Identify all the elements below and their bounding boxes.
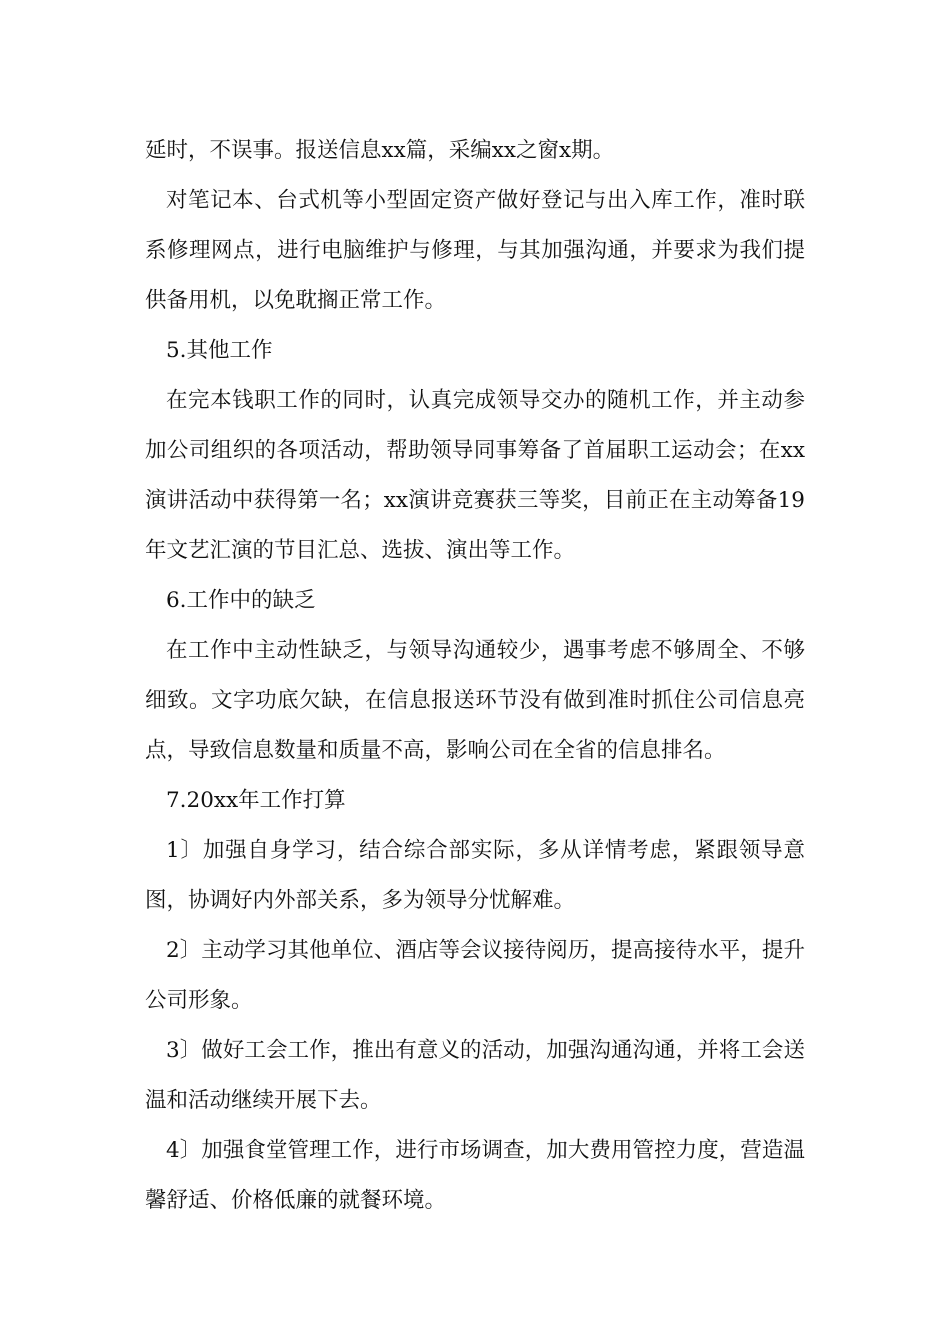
section-heading-plan: 7.20xx年工作打算: [166, 788, 346, 813]
paragraph-shortcomings: 在工作中主动性缺乏，与领导沟通较少，遇事考虑不够周全、不够细致。文字功底欠缺，在信息报送环节没有做到准时抓住公司信息亮点，导致信息数量和质量不高，影响公司在全省的信息排名。: [145, 638, 805, 763]
plan-item-2: 2〕主动学习其他单位、酒店等会议接待阅历，提高接待水平，提升公司形象。: [145, 938, 805, 1013]
section-heading-other-work: 5.其他工作: [166, 338, 273, 363]
plan-item-3: 3〕做好工会工作，推出有意义的活动，加强沟通沟通，并将工会送温和活动继续开展下去。: [145, 1038, 805, 1113]
plan-item-1: 1〕加强自身学习，结合综合部实际，多从详情考虑，紧跟领导意图，协调好内外部关系，多为领导分忧解难。: [145, 838, 805, 913]
plan-item-4: 4〕加强食堂管理工作，进行市场调查，加大费用管控力度，营造温馨舒适、价格低廉的就餐环境。: [145, 1138, 805, 1213]
paragraph-assets: 对笔记本、台式机等小型固定资产做好登记与出入库工作，准时联系修理网点，进行电脑维护与修理，与其加强沟通，并要求为我们提供备用机，以免耽搁正常工作。: [145, 188, 805, 313]
paragraph-other-work: 在完本钱职工作的同时，认真完成领导交办的随机工作，并主动参加公司组织的各项活动，帮助领导同事筹备了首届职工运动会；在xx演讲活动中获得第一名；xx演讲竞赛获三等奖，目前正在主动筹备19年文艺汇演的节目汇总、选拔、演出等工作。: [145, 388, 805, 563]
section-heading-shortcomings: 6.工作中的缺乏: [166, 588, 316, 613]
paragraph-continuation: 延时，不误事。报送信息xx篇，采编xx之窗x期。: [145, 138, 615, 163]
